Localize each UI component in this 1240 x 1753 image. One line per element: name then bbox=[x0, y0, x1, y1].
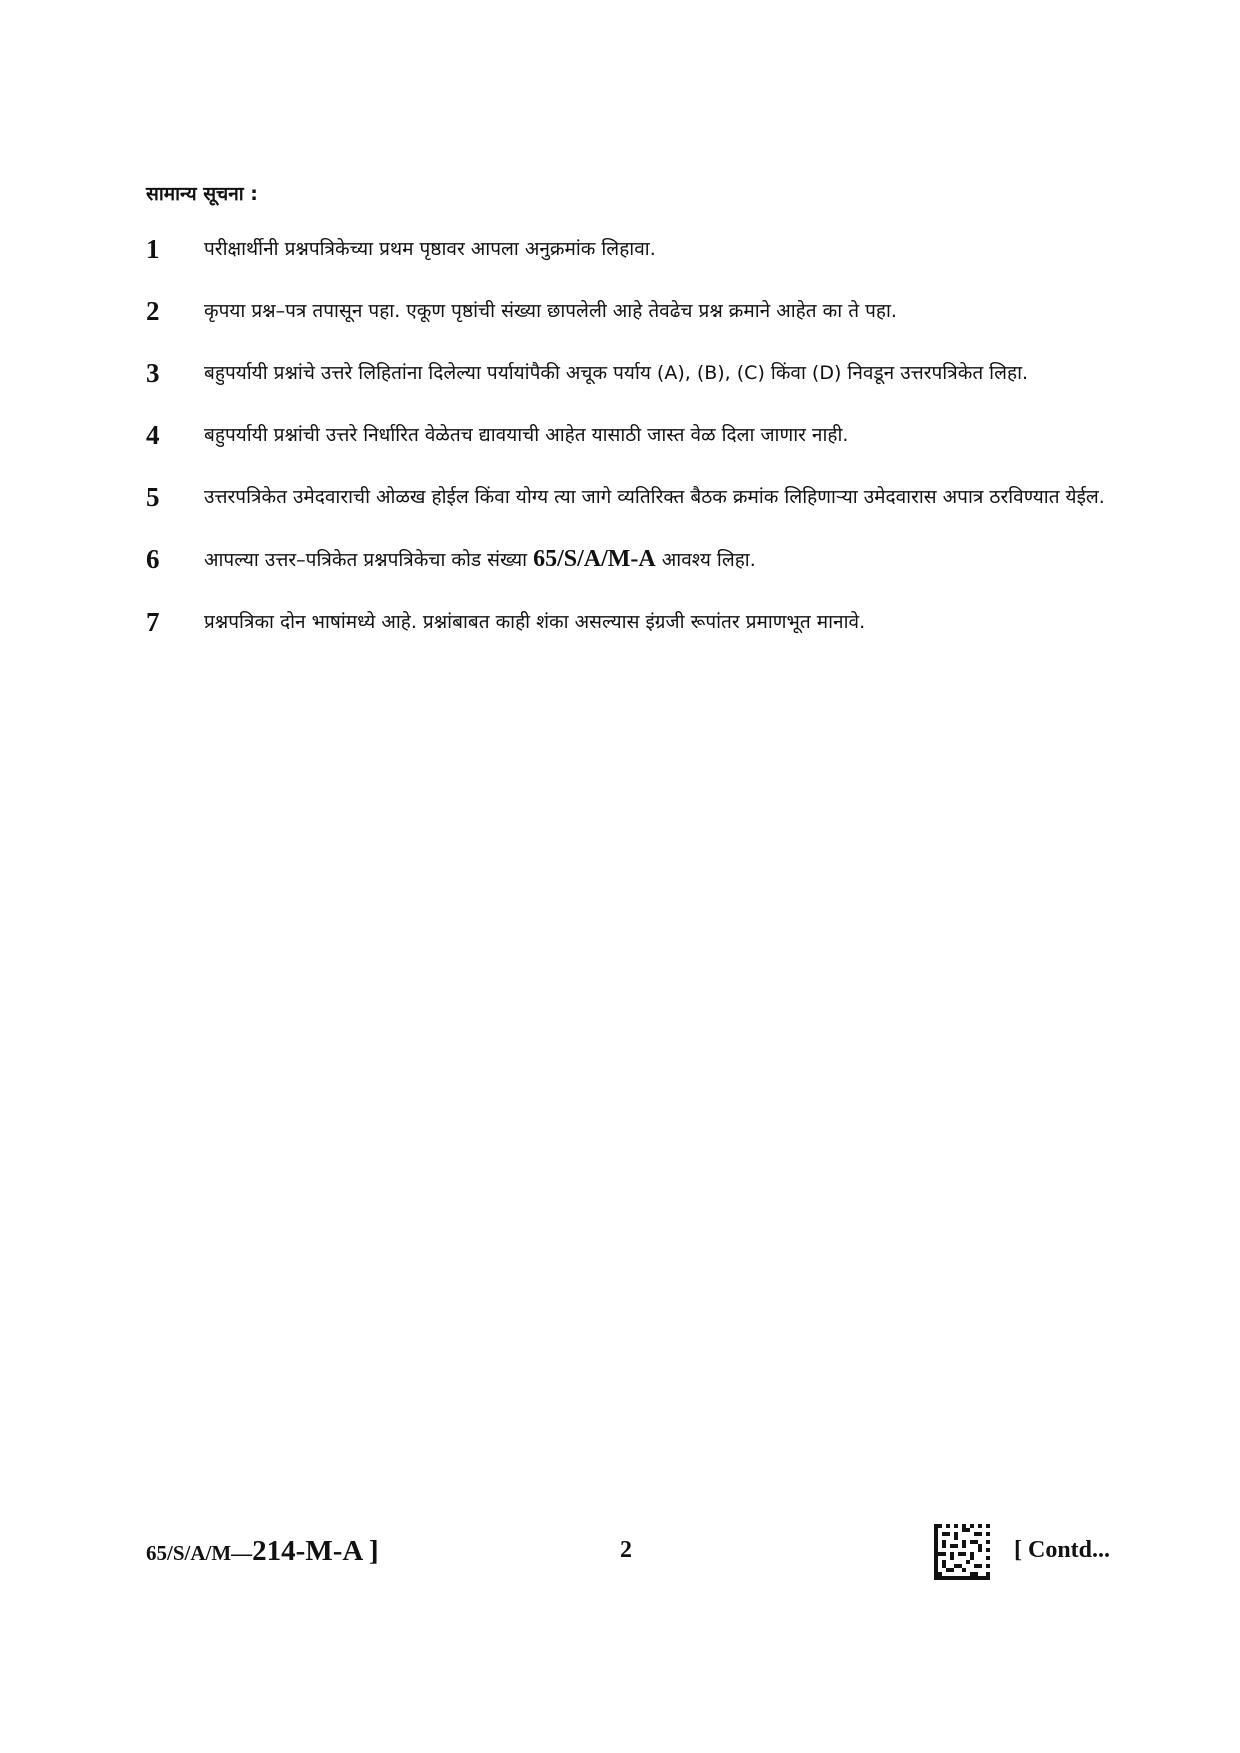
instruction-text-before: आपल्या उत्तर–पत्रिकेत प्रश्नपत्रिकेचा कोड संख्या bbox=[204, 549, 528, 571]
instruction-item bbox=[146, 356, 1126, 390]
instruction-number: 5 bbox=[146, 482, 160, 512]
qr-code-icon bbox=[934, 1524, 990, 1580]
footer-code-main: 214-M-A ] bbox=[252, 1535, 379, 1567]
instruction-number: 2 bbox=[146, 296, 160, 326]
page-number: 2 bbox=[620, 1537, 632, 1563]
instruction-item bbox=[146, 605, 1126, 639]
instruction-text bbox=[204, 542, 1126, 577]
instruction-text: प्रश्नपत्रिका दोन भाषांमध्ये आहे. प्रश्नांबाबत काही शंका असल्यास इंग्रजी रूपांतर प्रमाणभूत मानावे. bbox=[204, 611, 866, 633]
instruction-item bbox=[146, 480, 1126, 514]
instruction-text: बहुपर्यायी प्रश्नांची उत्तरे निर्धारित वेळेतच द्यावयाची आहेत यासाठी जास्त वेळ दिला जाणार नाही. bbox=[204, 424, 849, 446]
instruction-item bbox=[146, 232, 1126, 266]
continued-label: [ Contd... bbox=[1014, 1537, 1111, 1563]
instruction-text: परीक्षार्थीनी प्रश्नपत्रिकेच्या प्रथम पृष्ठावर आपला अनुक्रमांक लिहावा. bbox=[204, 238, 656, 260]
instruction-text-after: आवश्य लिहा. bbox=[661, 549, 756, 571]
instruction-number: 4 bbox=[146, 420, 160, 450]
instruction-number: 6 bbox=[146, 544, 160, 574]
instruction-text: कृपया प्रश्न–पत्र तपासून पहा. एकूण पृष्ठांची संख्या छापलेली आहे तेवढेच प्रश्न क्रमाने आहेत का ते पहा. bbox=[204, 300, 897, 322]
instruction-number: 1 bbox=[146, 234, 160, 264]
instruction-item bbox=[146, 542, 1126, 577]
instruction-item bbox=[146, 294, 1126, 328]
instruction-number: 3 bbox=[146, 358, 160, 388]
instruction-number: 7 bbox=[146, 607, 160, 637]
instruction-item bbox=[146, 418, 1126, 452]
instructions-heading: सामान्य सूचना : bbox=[146, 183, 258, 205]
instruction-text: बहुपर्यायी प्रश्नांचे उत्तरे लिहितांना दिलेल्या पर्यायांपैकी अचूक पर्याय (A), (B), (C) किंवा (D) निवडून उत्तरपत्रिकेत लिहा. bbox=[204, 362, 1029, 384]
footer-paper-code bbox=[146, 1535, 379, 1568]
instruction-text: उत्तरपत्रिकेत उमेदवाराची ओळख होईल किंवा योग्य त्या जागे व्यतिरिक्त बैठक क्रमांक लिहिणाऱ्या उमेदवारास अपात्र ठरविण्यात येईल. bbox=[204, 486, 1105, 508]
footer-code-prefix: 65/S/A/M— bbox=[146, 1541, 253, 1565]
instructions-list bbox=[146, 232, 1126, 667]
question-paper-code: 65/S/A/M-A bbox=[533, 546, 656, 572]
